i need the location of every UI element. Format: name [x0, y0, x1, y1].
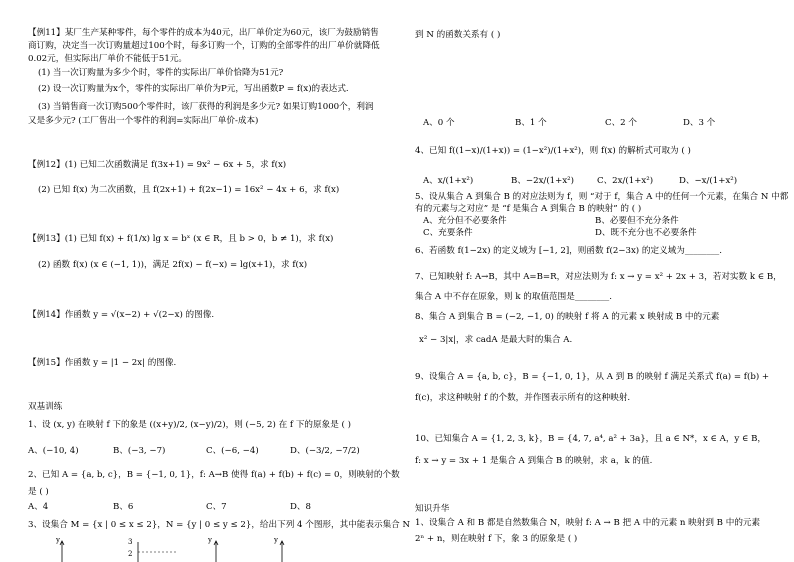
- question-5-option-d: D、既不充分也不必要条件: [595, 228, 697, 238]
- example-11-line-2: 商订购，决定当一次订购量超过100个时，每多订购一个，订购的全部零件的出厂单价就降低: [28, 41, 380, 51]
- right-q3-option-d: D、3 个: [683, 118, 716, 128]
- question-5-line-1: 5、设从集合 A 到集合 B 的对应法则为 f，则 “对于 f，集合 A 中的任何一个元素，在集合 N 中都: [415, 192, 789, 202]
- example-12-line-2: (2) 已知 f(x) 为二次函数，且 f(2x+1) + f(2x−1) = 16x² − 4x + 6，求 f(x): [38, 185, 340, 195]
- graph-2-tick-label: 2: [128, 550, 133, 558]
- question-5-option-a: A、充分但不必要条件: [423, 216, 507, 226]
- drill-1-option-c: C、(−6, −4): [206, 446, 259, 456]
- question-5-option-b: B、必要但不充分条件: [595, 216, 679, 226]
- upgrade-1-line-2: 2ⁿ + n，则在映射 f 下，象 3 的原象是 ( ): [415, 534, 578, 544]
- drill-2-question-line-2: 是 ( ): [28, 487, 49, 497]
- example-13-line-1: 【例13】(1) 已知 f(x) + f(1/x) lg x = bˣ (x ∈ R，且 b > 0，b ≠ 1)，求 f(x): [28, 234, 334, 244]
- drill-1-option-a: A、(−10, 4): [28, 446, 79, 456]
- drill-2-option-a: A、4: [28, 502, 49, 512]
- right-q3-option-c: C、2 个: [605, 118, 637, 128]
- question-4: 4、已知 f((1−x)/(1+x)) = (1−x²)/(1+x²)，则 f(x) 的解析式可取为 ( ): [415, 146, 691, 156]
- graph-1-y-label: y: [56, 536, 60, 544]
- graph-4-y-label: y: [274, 536, 278, 544]
- question-10-line-1: 10、已知集合 A = {1, 2, 3, k}，B = {4, 7, a⁴, a² + 3a}，且 a ∈ N*，x ∈ A，y ∈ B，: [415, 434, 767, 444]
- upgrade-1-line-1: 1、设集合 A 和 B 都是自然数集合 N，映射 f: A → B 把 A 中的元素 n 映射到 B 中的元素: [415, 518, 761, 528]
- graph-3-y-label: y: [208, 536, 212, 544]
- question-5-option-c: C、充要条件: [423, 228, 473, 238]
- drill-3-question: 3、设集合 M = {x | 0 ≤ x ≤ 2}，N = {y | 0 ≤ y ≤ 2}，给出下列 4 个图形，其中能表示集合 N: [28, 520, 411, 530]
- example-12-line-1: 【例12】(1) 已知二次函数满足 f(3x+1) = 9x² − 6x + 5，求 f(x): [28, 160, 287, 170]
- example-11-question-1: (1) 当一次订购量为多少个时，零件的实际出厂单价恰降为51元?: [38, 68, 284, 78]
- question-7-line-1: 7、已知映射 f: A→B，其中 A=B=R，对应法则为 f: x → y = x² + 2x + 3，若对实数 k ∈ B，: [415, 272, 782, 282]
- question-4-option-d: D、−x/(1+x²): [679, 176, 738, 186]
- question-7-line-2: 集合 A 中不存在原象，则 k 的取值范围是________.: [415, 292, 612, 302]
- graph-4: [274, 538, 314, 562]
- question-8-line-2: x² − 3|x|，求 cadA 是最大时的集合 A.: [419, 335, 573, 345]
- drill-section-title: 双基训练: [28, 402, 63, 412]
- graph-2-y-label: 3: [128, 538, 133, 546]
- example-14: 【例14】作函数 y = √(x−2) + √(2−x) 的图像.: [28, 310, 215, 320]
- right-q3-option-b: B、1 个: [515, 118, 547, 128]
- example-15: 【例15】作函数 y = |1 − 2x| 的图像.: [28, 358, 177, 368]
- continuation-line: 到 N 的函数关系有 ( ): [415, 30, 501, 40]
- question-5-line-2: 有的元素与之对应” 是 “f 是集合 A 到集合 B 的映射” 的 ( ): [415, 204, 642, 214]
- drill-2-option-c: C、7: [206, 502, 227, 512]
- drill-1-question: 1、设 (x, y) 在映射 f 下的象是 ((x+y)/2, (x−y)/2)，则 (−5, 2) 在 f 下的原象是 ( ): [28, 420, 351, 430]
- question-6: 6、若函数 f(1−2x) 的定义域为 [−1, 2]，则函数 f(2−3x) 的定义域为________.: [415, 246, 722, 256]
- drill-1-option-d: D、(−3/2, −7/2): [290, 446, 360, 456]
- question-4-option-a: A、x/(1+x²): [423, 176, 474, 186]
- example-11-question-3b: 又是多少元? (工厂售出一个零件的利润=实际出厂单价-成本): [28, 116, 259, 126]
- drill-2-question-line-1: 2、已知 A = {a, b, c}，B = {−1, 0, 1}，f: A→B 使得 f(a) + f(b) + f(c) = 0，则映射的个数: [28, 470, 400, 480]
- right-q3-option-a: A、0 个: [423, 118, 455, 128]
- example-11-line-3: 0.02元，但实际出厂单价不能低于51元。: [28, 54, 187, 64]
- question-10-line-2: f: x → y = 3x + 1 是集合 A 到集合 B 的映射，求 a，k 的值.: [415, 456, 653, 466]
- example-11-line-1: 【例11】某厂生产某种零件，每个零件的成本为40元，出厂单价定为60元，该厂为鼓励销售: [28, 28, 379, 38]
- example-13-line-2: (2) 函数 f(x) (x ∈ (−1, 1))，满足 2f(x) − f(−x) = lg(x+1)，求 f(x): [38, 260, 308, 270]
- question-4-option-b: B、−2x/(1+x²): [511, 176, 574, 186]
- drill-2-option-b: B、6: [113, 502, 134, 512]
- upgrade-section-title: 知识升华: [415, 504, 450, 514]
- question-8-line-1: 8、集合 A 到集合 B = (−2, −1, 0) 的映射 f 将 A 的元素 x 映射成 B 中的元素: [415, 312, 720, 322]
- graph-1: [56, 538, 116, 562]
- question-4-option-c: C、2x/(1+x²): [597, 176, 654, 186]
- question-9-line-2: f(c)，求这种映射 f 的个数，并作图表示所有的这种映射.: [415, 393, 631, 403]
- question-9-line-1: 9、设集合 A = {a, b, c}，B = {−1, 0, 1}，从 A 到 B 的映射 f 满足关系式 f(a) = f(b) +: [415, 372, 770, 382]
- drill-1-option-b: B、(−3, −7): [113, 446, 166, 456]
- graph-2: [128, 540, 188, 562]
- example-11-question-3a: (3) 当销售商一次订购500个零件时，该厂获得的利润是多少元? 如果订购1000个，利润: [38, 102, 374, 112]
- example-11-question-2: (2) 设一次订购量为x个，零件的实际出厂单价为P元，写出函数P = f(x)的表达式.: [38, 84, 349, 94]
- left-column: [28, 0, 411, 562]
- drill-2-option-d: D、8: [290, 502, 311, 512]
- graph-3: [208, 538, 248, 562]
- right-column: [415, 0, 789, 562]
